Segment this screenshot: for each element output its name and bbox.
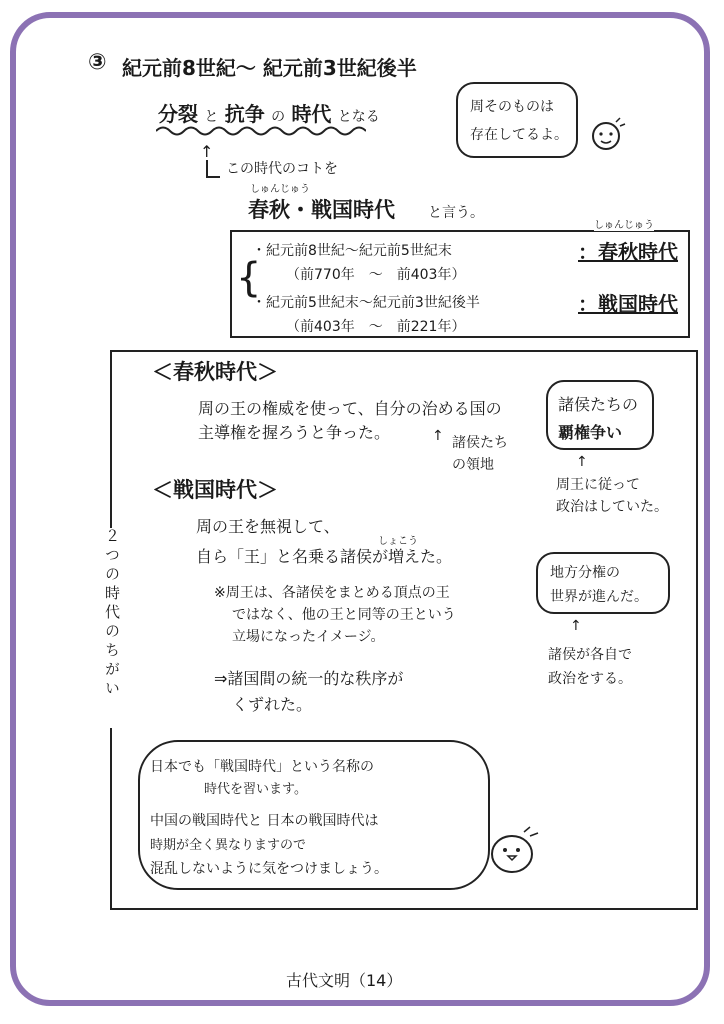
zhou-bubble xyxy=(456,82,578,158)
section-heading: 紀元前8世紀～ 紀元前3世紀後半 xyxy=(122,56,417,80)
row2-range: ・紀元前5世紀末～紀元前3世紀後半 xyxy=(252,295,480,311)
note-line5: 混乱しないように気をつけましょう。 xyxy=(150,861,388,877)
shunju-sub2: 政治はしていた。 xyxy=(556,499,668,515)
shokou-ruby: しょこう xyxy=(378,536,418,547)
shunju-title: ＜春秋時代＞ xyxy=(152,360,278,384)
decentralization-line2: 世界が進んだ。 xyxy=(550,589,648,605)
bird-character-icon xyxy=(486,822,546,878)
period-suffix: と言う。 xyxy=(428,205,484,221)
wavy-underline xyxy=(156,124,366,138)
intro-no: の xyxy=(271,109,286,125)
row1-years: （前770年 ～ 前403年） xyxy=(286,267,466,283)
row2-years: （前403年 ～ 前221年） xyxy=(286,319,466,335)
row1-range: ・紀元前8世紀～紀元前5世紀末 xyxy=(252,243,452,259)
footer-page-label: 古代文明（14） xyxy=(286,971,403,990)
decentralization-bubble xyxy=(536,552,670,614)
arrow-note: この時代のコトを xyxy=(226,161,338,177)
sengoku-note2: ではなく、他の王と同等の王という xyxy=(232,607,456,623)
sengoku-result2: くずれた。 xyxy=(232,695,313,714)
up-arrow-icon: ↑ xyxy=(576,454,588,470)
label-shunju: ：春秋時代 xyxy=(578,240,678,264)
label-sengoku: ：戦国時代 xyxy=(578,292,678,316)
sengoku-sub1: 諸侯が各自で xyxy=(548,647,632,663)
note-line3: 中国の戦国時代と 日本の戦国時代は xyxy=(150,813,379,829)
intro-to: と xyxy=(204,109,219,125)
hegemony-bubble-line1: 諸侯たちの xyxy=(558,395,639,414)
intro-naru: となる xyxy=(337,109,380,125)
zhou-bubble-line2: 存在してるよ。 xyxy=(470,127,568,143)
sengoku-line1: 周の王を無視して、 xyxy=(196,517,340,536)
sengoku-note1: ※周王は、各諸侯をまとめる頂点の王 xyxy=(214,585,450,601)
section-number: ③ xyxy=(88,50,107,75)
sengoku-note3: 立場になったイメージ。 xyxy=(232,629,385,645)
brace-icon: { xyxy=(236,255,262,301)
note-line2: 時代を習います。 xyxy=(204,782,307,797)
intro-line xyxy=(158,98,380,127)
period-name: 春秋・戦国時代 xyxy=(248,198,395,222)
face-icon xyxy=(588,116,628,152)
intro-bunretsu: 分裂 xyxy=(158,102,198,126)
shunju-line1: 周の王の権威を使って、自分の治める国の xyxy=(198,399,502,418)
sengoku-title: ＜戦国時代＞ xyxy=(152,478,278,502)
shunju-ruby: しゅんじゅう xyxy=(250,184,310,195)
up-arrow-icon: ↑ xyxy=(570,618,582,634)
shunju-note2: の領地 xyxy=(452,457,494,473)
note-bubble xyxy=(138,740,490,890)
note-line4: 時期が全く異なりますので xyxy=(150,838,307,853)
shunju-sub1: 周王に従って xyxy=(556,477,640,493)
decentralization-line1: 地方分権の xyxy=(550,565,620,581)
up-arrow-icon: ↑ xyxy=(200,142,214,161)
side-label: ２つの時代のちがい xyxy=(102,528,123,728)
zhou-bubble-line1: 周そのものは xyxy=(470,99,554,115)
intro-jidai: 時代 xyxy=(291,102,332,126)
sengoku-result1: ⇒諸国間の統一的な秩序が xyxy=(214,669,404,688)
shunju-note1: 諸侯たち xyxy=(452,435,508,451)
label1-ruby: しゅんじゅう xyxy=(594,216,654,231)
sengoku-sub2: 政治をする。 xyxy=(548,671,632,687)
sengoku-line2: 自ら「王」と名乗る諸侯が増えた。 xyxy=(196,547,453,566)
shunju-line2: 主導権を握ろうと争った。 xyxy=(198,423,391,442)
hegemony-bubble-line2: 覇権争い xyxy=(558,423,623,442)
intro-kousou: 抗争 xyxy=(224,102,265,126)
note-line1: 日本でも「戦国時代」という名称の xyxy=(150,759,374,775)
up-arrow-icon: ↑ xyxy=(432,428,444,444)
hegemony-bubble xyxy=(546,380,654,450)
